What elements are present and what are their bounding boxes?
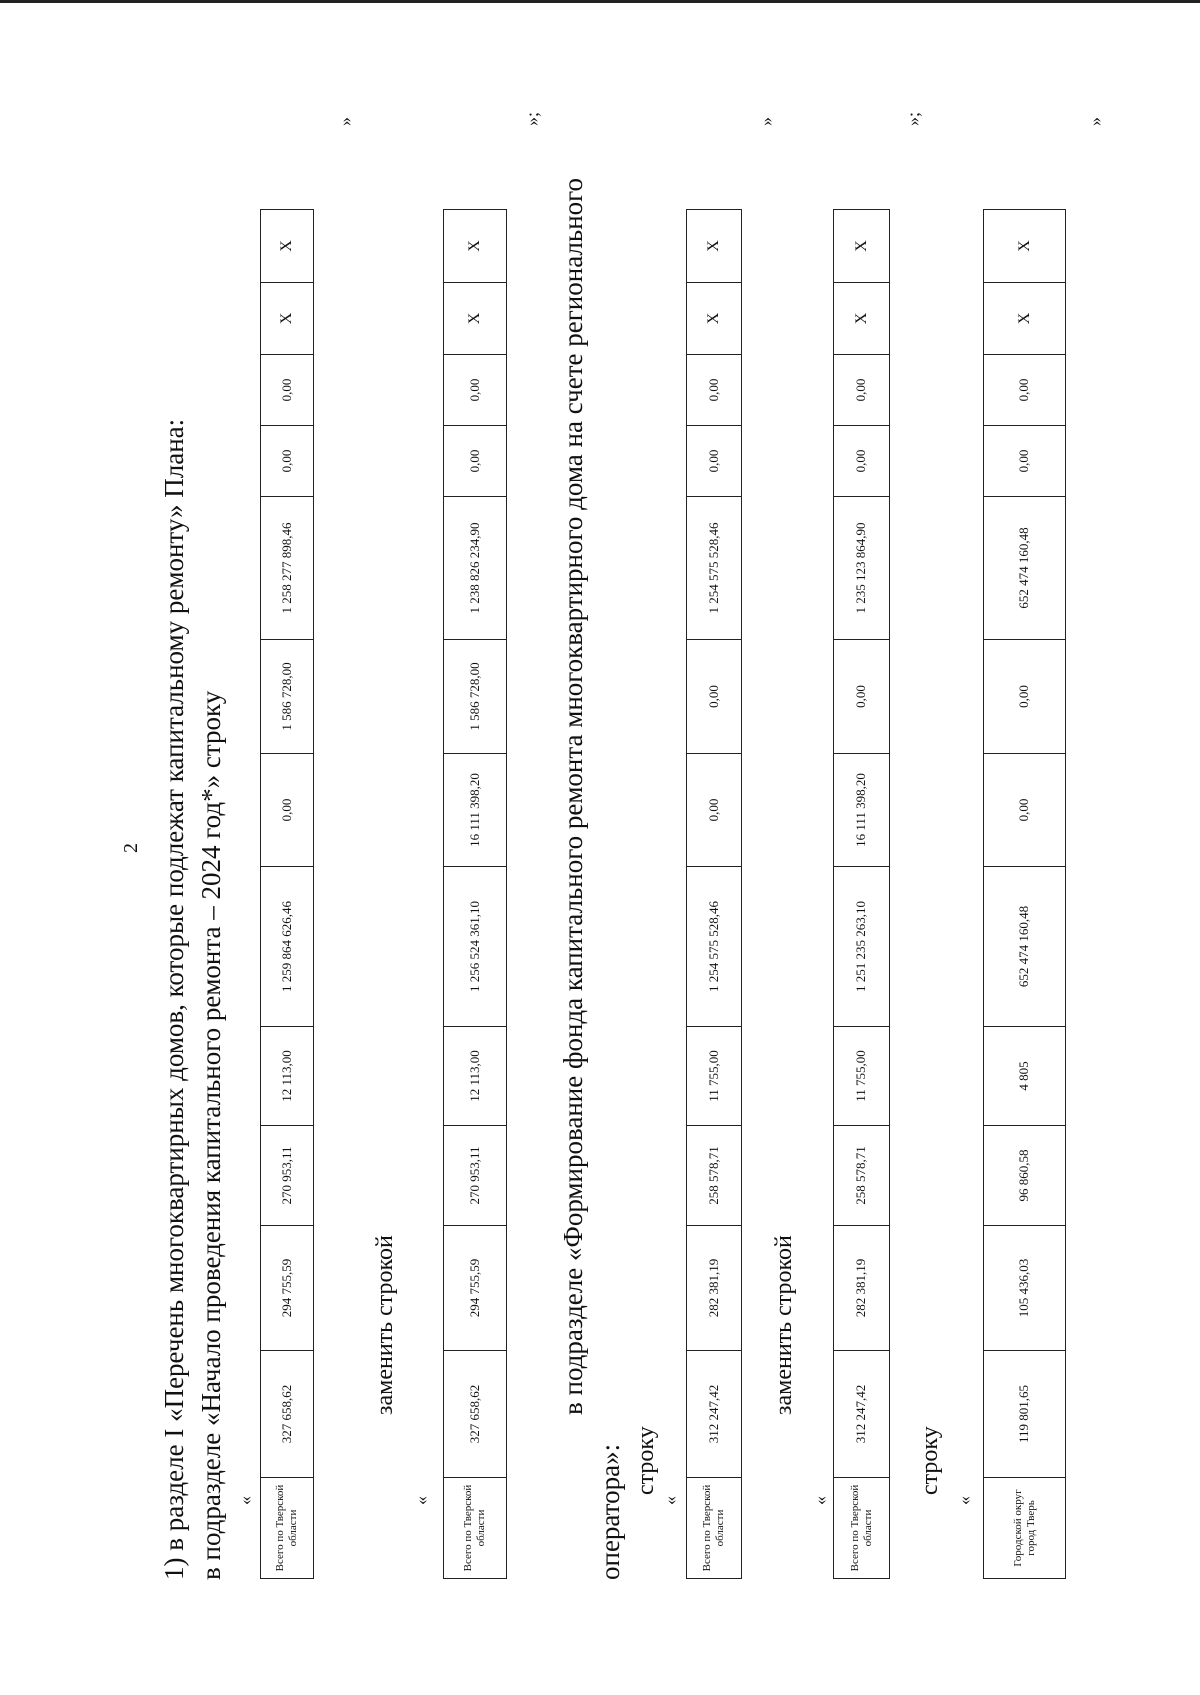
cell-total-area: 327 658,62 bbox=[261, 1351, 314, 1478]
table-replacement-total bbox=[443, 209, 507, 1579]
row-label: Всего по Тверской области bbox=[261, 1478, 314, 1579]
replace-with-label-1: заменить строкой bbox=[372, 1235, 398, 1415]
cell-premises-area: 282 381,19 bbox=[834, 1226, 890, 1351]
cell-cost-total: 652 474 160,48 bbox=[984, 867, 1066, 1027]
row-label: Всего по Тверской области bbox=[834, 1478, 890, 1579]
cell-cost-source-1: 16 111 398,20 bbox=[444, 754, 507, 867]
table-tver-city bbox=[983, 209, 1066, 1579]
cell-x-2: X bbox=[261, 210, 314, 283]
cell-cost-source-3: 1 258 277 898,46 bbox=[261, 497, 314, 640]
cell-cost-source-5: 0,00 bbox=[261, 355, 314, 426]
replace-with-label-2: заменить строкой bbox=[771, 1235, 797, 1415]
cell-residential-area: 270 953,11 bbox=[261, 1126, 314, 1226]
cell-cost-source-4: 0,00 bbox=[834, 426, 890, 497]
cell-residential-area: 258 578,71 bbox=[834, 1126, 890, 1226]
subsection-2-line-2: оператора»: bbox=[595, 1443, 625, 1580]
cell-premises-area: 282 381,19 bbox=[687, 1226, 742, 1351]
close-quote-3: » bbox=[1085, 117, 1105, 126]
cell-premises-area: 294 755,59 bbox=[261, 1226, 314, 1351]
cell-x-1: X bbox=[444, 283, 507, 355]
cell-cost-source-2: 0,00 bbox=[834, 640, 890, 754]
cell-cost-source-5: 0,00 bbox=[834, 355, 890, 426]
cell-residents: 4 805 bbox=[984, 1027, 1066, 1126]
cell-x-1: X bbox=[687, 283, 742, 355]
cell-cost-source-3: 1 238 826 234,90 bbox=[444, 497, 507, 640]
cell-residents: 11 755,00 bbox=[687, 1027, 742, 1126]
cell-x-2: X bbox=[444, 210, 507, 283]
cell-total-area: 119 801,65 bbox=[984, 1351, 1066, 1478]
cell-cost-total: 1 256 524 361,10 bbox=[444, 867, 507, 1027]
row-word-2: строку bbox=[917, 1426, 943, 1495]
heading-line-2: в подразделе «Начало проведения капитального ремонта – 2024 год*» строку bbox=[196, 690, 226, 1580]
cell-cost-source-5: 0,00 bbox=[687, 355, 742, 426]
cell-cost-source-4: 0,00 bbox=[687, 426, 742, 497]
subsection-2-line-1: в подразделе «Формирование фонда капитального ремонта многоквартирного дома на счете регионального bbox=[558, 177, 588, 1415]
cell-residents: 11 755,00 bbox=[834, 1027, 890, 1126]
close-quote-2: » bbox=[756, 117, 776, 126]
cell-x-2: X bbox=[984, 210, 1066, 283]
open-quote-1: « bbox=[235, 1496, 255, 1505]
row-word-1: строку bbox=[633, 1426, 659, 1495]
cell-x-1: X bbox=[834, 283, 890, 355]
close-quote-1: » bbox=[335, 117, 355, 126]
cell-residents: 12 113,00 bbox=[444, 1027, 507, 1126]
table-row bbox=[261, 210, 314, 1579]
cell-residential-area: 96 860,58 bbox=[984, 1126, 1066, 1226]
cell-cost-source-5: 0,00 bbox=[444, 355, 507, 426]
open-quote-5: « bbox=[954, 1496, 974, 1505]
cell-total-area: 327 658,62 bbox=[444, 1351, 507, 1478]
table-row bbox=[444, 210, 507, 1579]
cell-cost-total: 1 251 235 263,10 bbox=[834, 867, 890, 1027]
cell-cost-source-4: 0,00 bbox=[984, 426, 1066, 497]
cell-cost-source-1: 0,00 bbox=[261, 754, 314, 867]
cell-cost-source-2: 0,00 bbox=[687, 640, 742, 754]
cell-x-1: X bbox=[261, 283, 314, 355]
table-original-total bbox=[260, 209, 314, 1579]
page-number: 2 bbox=[120, 843, 142, 853]
row-label: Всего по Тверской области bbox=[444, 1478, 507, 1579]
cell-residents: 12 113,00 bbox=[261, 1027, 314, 1126]
cell-residential-area: 258 578,71 bbox=[687, 1126, 742, 1226]
cell-premises-area: 294 755,59 bbox=[444, 1226, 507, 1351]
cell-cost-source-1: 16 111 398,20 bbox=[834, 754, 890, 867]
row-label: Всего по Тверской области bbox=[687, 1478, 742, 1579]
cell-residential-area: 270 953,11 bbox=[444, 1126, 507, 1226]
open-quote-2: « bbox=[411, 1496, 431, 1505]
table-row bbox=[687, 210, 742, 1579]
cell-x-1: X bbox=[984, 283, 1066, 355]
cell-premises-area: 105 436,03 bbox=[984, 1226, 1066, 1351]
close-quote-semicolon-1: »; bbox=[522, 111, 542, 126]
cell-cost-source-1: 0,00 bbox=[984, 754, 1066, 867]
cell-cost-total: 1 259 864 626,46 bbox=[261, 867, 314, 1027]
cell-x-2: X bbox=[687, 210, 742, 283]
table-regional-operator-original bbox=[686, 209, 742, 1579]
cell-cost-source-2: 1 586 728,00 bbox=[444, 640, 507, 754]
cell-cost-source-3: 652 474 160,48 bbox=[984, 497, 1066, 640]
table-regional-operator-replacement bbox=[833, 209, 890, 1579]
cell-cost-source-4: 0,00 bbox=[261, 426, 314, 497]
row-label: Городской округ город Тверь bbox=[984, 1478, 1066, 1579]
close-quote-semicolon-2: »; bbox=[903, 111, 923, 126]
open-quote-4: « bbox=[810, 1496, 830, 1505]
heading-line-1: 1) в разделе I «Перечень многоквартирных домов, которые подлежат капитальному ремонту» Плана: bbox=[159, 418, 189, 1580]
cell-cost-source-3: 1 235 123 864,90 bbox=[834, 497, 890, 640]
cell-total-area: 312 247,42 bbox=[687, 1351, 742, 1478]
cell-cost-source-3: 1 254 575 528,46 bbox=[687, 497, 742, 640]
cell-total-area: 312 247,42 bbox=[834, 1351, 890, 1478]
cell-cost-source-2: 0,00 bbox=[984, 640, 1066, 754]
open-quote-3: « bbox=[660, 1496, 680, 1505]
table-row bbox=[834, 210, 890, 1579]
cell-cost-total: 1 254 575 528,46 bbox=[687, 867, 742, 1027]
table-row bbox=[984, 210, 1066, 1579]
cell-cost-source-2: 1 586 728,00 bbox=[261, 640, 314, 754]
cell-x-2: X bbox=[834, 210, 890, 283]
cell-cost-source-5: 0,00 bbox=[984, 355, 1066, 426]
cell-cost-source-1: 0,00 bbox=[687, 754, 742, 867]
cell-cost-source-4: 0,00 bbox=[444, 426, 507, 497]
